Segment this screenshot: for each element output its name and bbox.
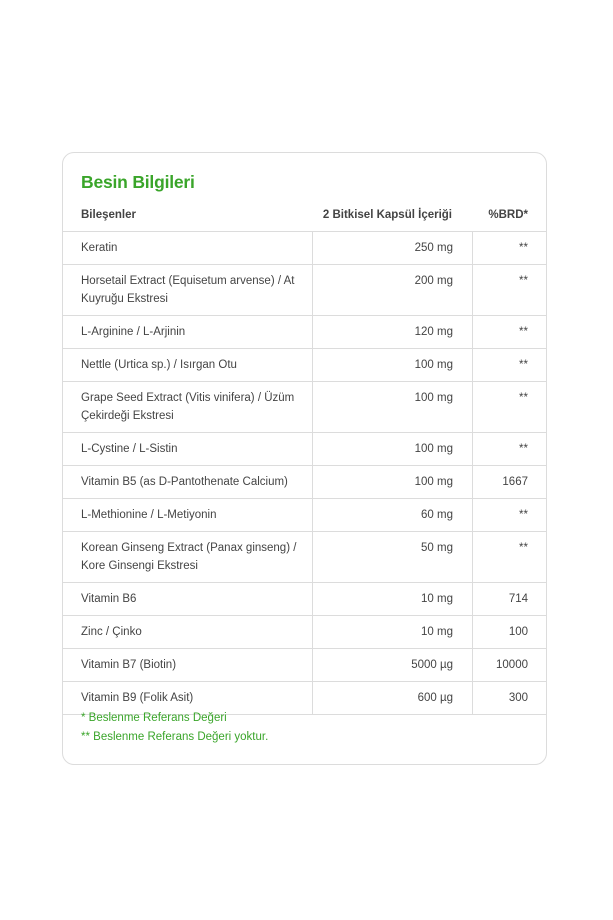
ingredient-rda: 10000 [473, 649, 547, 682]
ingredient-name: Grape Seed Extract (Vitis vinifera) / Üzüm Çekirdeği Ekstresi [63, 382, 313, 433]
ingredient-amount: 100 mg [313, 466, 473, 499]
ingredient-amount: 50 mg [313, 532, 473, 583]
ingredient-rda: ** [473, 265, 547, 316]
ingredient-amount: 100 mg [313, 433, 473, 466]
table-row [63, 382, 546, 433]
ingredient-amount: 200 mg [313, 265, 473, 316]
ingredient-amount: 100 mg [313, 382, 473, 433]
ingredient-amount: 600 µg [313, 682, 473, 715]
ingredient-name: Vitamin B7 (Biotin) [63, 649, 313, 682]
ingredient-name: Zinc / Çinko [63, 616, 313, 649]
table-row [63, 433, 546, 466]
table-row [63, 583, 546, 616]
footnote-rda: * Beslenme Referans Değeri [81, 712, 227, 724]
ingredient-amount: 120 mg [313, 316, 473, 349]
table-row [63, 532, 546, 583]
nutrition-table [63, 231, 546, 715]
ingredient-rda: ** [473, 499, 547, 532]
ingredient-name: Horsetail Extract (Equisetum arvense) / At Kuyruğu Ekstresi [63, 265, 313, 316]
table-row [63, 316, 546, 349]
column-header-rda: %BRD* [488, 209, 528, 221]
nutrition-title: Besin Bilgileri [81, 172, 195, 192]
ingredient-name: Nettle (Urtica sp.) / Isırgan Otu [63, 349, 313, 382]
ingredient-name: Vitamin B9 (Folik Asit) [63, 682, 313, 715]
table-row [63, 682, 546, 715]
ingredient-rda: 300 [473, 682, 547, 715]
ingredient-amount: 250 mg [313, 232, 473, 265]
ingredient-name: L-Methionine / L-Metiyonin [63, 499, 313, 532]
column-header-amount: 2 Bitkisel Kapsül İçeriği [322, 209, 452, 221]
ingredient-name: L-Cystine / L-Sistin [63, 433, 313, 466]
table-row [63, 499, 546, 532]
ingredient-name: Vitamin B6 [63, 583, 313, 616]
table-row [63, 466, 546, 499]
table-row [63, 265, 546, 316]
ingredient-name: Vitamin B5 (as D-Pantothenate Calcium) [63, 466, 313, 499]
ingredient-amount: 100 mg [313, 349, 473, 382]
ingredient-amount: 60 mg [313, 499, 473, 532]
table-row [63, 349, 546, 382]
table-row [63, 232, 546, 265]
ingredient-rda: 714 [473, 583, 547, 616]
column-header-ingredients: Bileşenler [81, 209, 136, 221]
ingredient-rda: 1667 [473, 466, 547, 499]
ingredient-rda: ** [473, 382, 547, 433]
ingredient-amount: 5000 µg [313, 649, 473, 682]
nutrition-facts-card [62, 152, 547, 765]
ingredient-rda: ** [473, 433, 547, 466]
table-row [63, 616, 546, 649]
ingredient-name: L-Arginine / L-Arjinin [63, 316, 313, 349]
ingredient-name: Keratin [63, 232, 313, 265]
ingredient-name: Korean Ginseng Extract (Panax ginseng) / Kore Ginsengi Ekstresi [63, 532, 313, 583]
ingredient-amount: 10 mg [313, 616, 473, 649]
footnote-no-rda: ** Beslenme Referans Değeri yoktur. [81, 731, 269, 743]
ingredient-amount: 10 mg [313, 583, 473, 616]
ingredient-rda: ** [473, 349, 547, 382]
ingredient-rda: ** [473, 316, 547, 349]
ingredient-rda: ** [473, 232, 547, 265]
ingredient-rda: 100 [473, 616, 547, 649]
table-row [63, 649, 546, 682]
ingredient-rda: ** [473, 532, 547, 583]
